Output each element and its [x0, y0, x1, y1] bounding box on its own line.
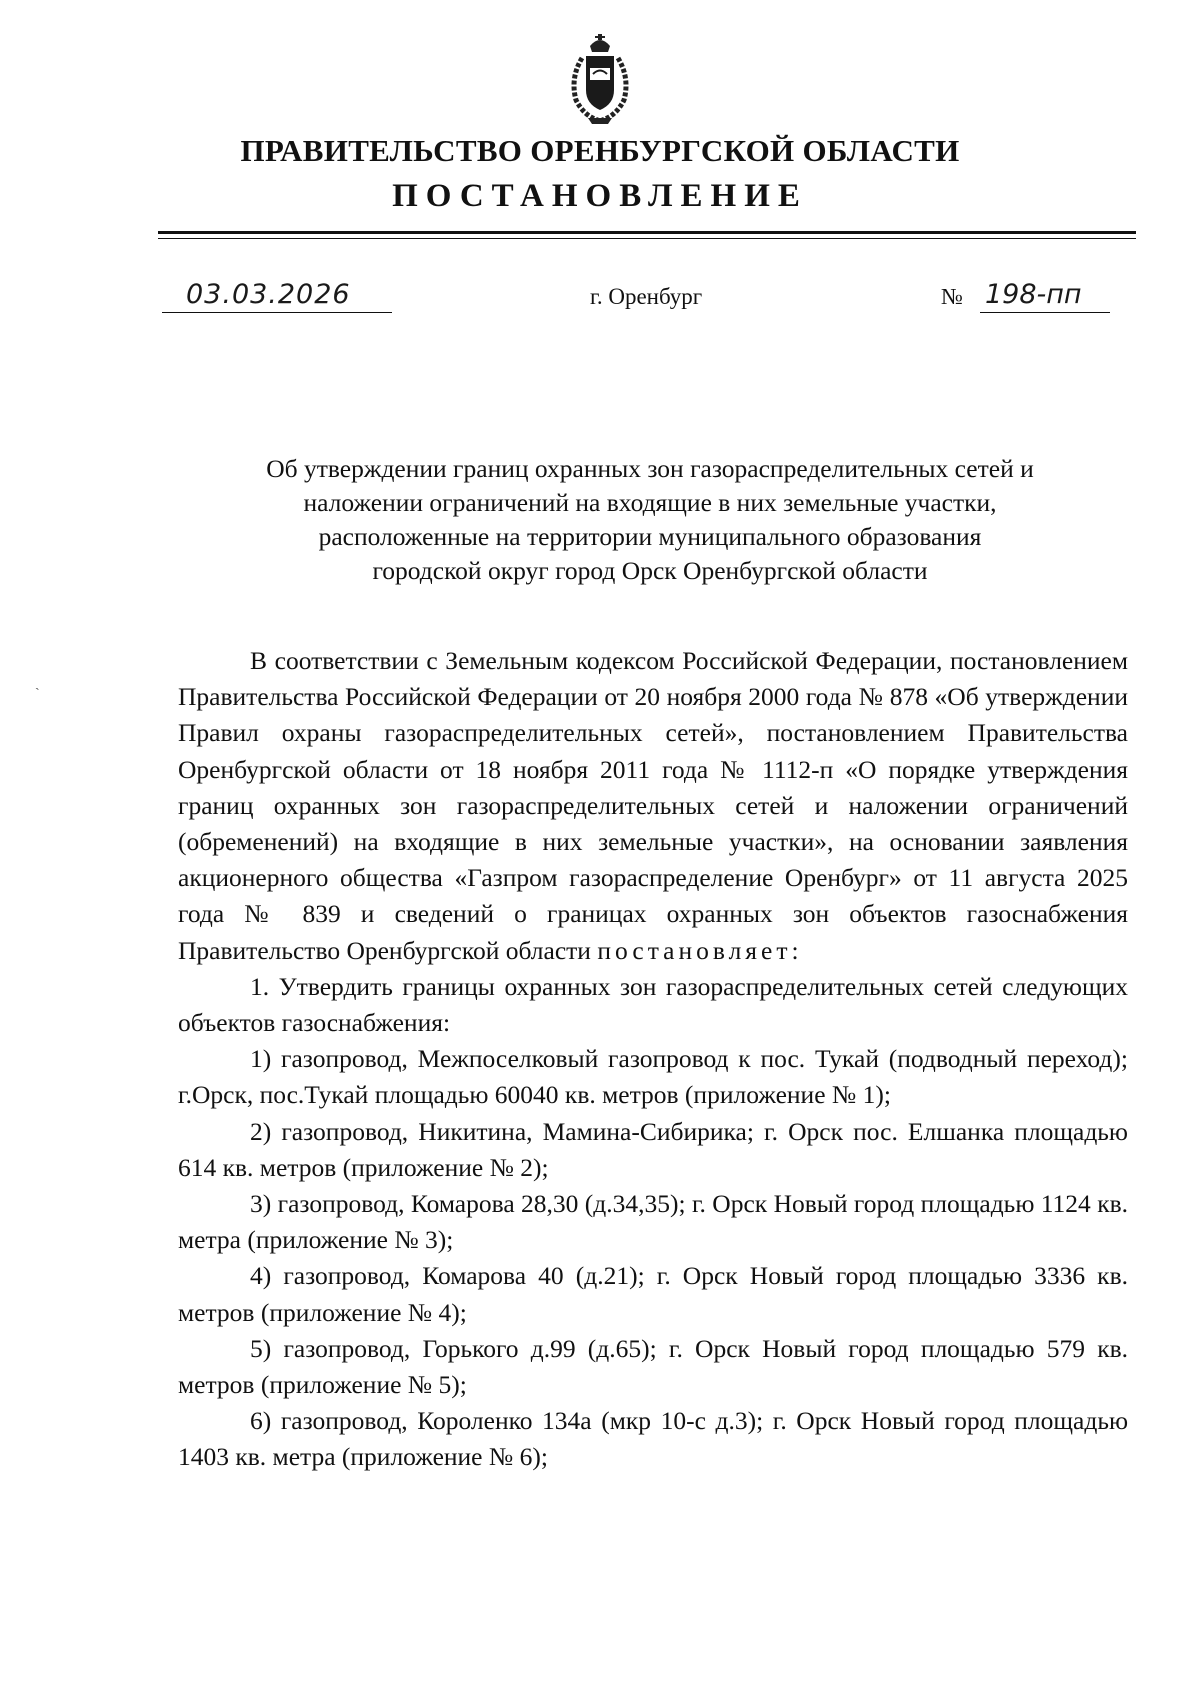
- document-city: г. Оренбург: [590, 284, 703, 309]
- number-label: №: [941, 284, 963, 309]
- list-item: 3) газопровод, Комарова 28,30 (д.34,35); г. Орск Новый город площадью 1124 кв. метра (приложение № 3);: [178, 1189, 1128, 1255]
- subject-line: Об утверждении границ охранных зон газораспределительных сетей и: [266, 454, 1034, 483]
- document-body: [178, 643, 1128, 1476]
- list-item: 2) газопровод, Никитина, Мамина-Сибирика; г. Орск пос. Елшанка площадью 614 кв. метров (приложение № 2);: [178, 1116, 1128, 1182]
- header-divider-thin: [158, 238, 1136, 239]
- subject-line: городской округ город Орск Оренбургской области: [372, 556, 928, 585]
- list-item: 4) газопровод, Комарова 40 (д.21); г. Орск Новый город площадью 3336 кв. метров (приложение № 4);: [178, 1261, 1128, 1327]
- preamble-paragraph: [178, 643, 1128, 969]
- coat-of-arms-icon: [562, 34, 638, 126]
- document-date: 03.03.2026: [186, 279, 351, 310]
- date-underline: [162, 312, 392, 313]
- list-item: 6) газопровод, Короленко 134а (мкр 10-с д.3); г. Орск Новый город площадью 1403 кв. метра (приложение № 6);: [178, 1406, 1128, 1472]
- number-underline: [980, 312, 1110, 313]
- list-item: 1) газопровод, Межпоселковый газопровод к пос. Тукай (подводный переход); г.Орск, пос.Тукай площадью 60040 кв. метров (приложение № 1);: [178, 1044, 1128, 1110]
- document-type-title: ПОСТАНОВЛЕНИЕ: [392, 178, 808, 214]
- organization-title: ПРАВИТЕЛЬСТВО ОРЕНБУРГСКОЙ ОБЛАСТИ: [240, 133, 960, 168]
- list-item: 5) газопровод, Горького д.99 (д.65); г. Орск Новый город площадью 579 кв. метров (приложение № 5);: [178, 1333, 1128, 1400]
- clause-1: 1. Утвердить границы охранных зон газораспределительных сетей следующих объектов газоснабжения:: [178, 971, 1128, 1038]
- subject-line: наложении ограничений на входящие в них земельные участки,: [303, 488, 997, 517]
- subject-line: расположенные на территории муниципального образования: [318, 522, 982, 551]
- decree-word: постановляет:: [597, 935, 803, 965]
- document-number: 198-пп: [985, 279, 1082, 310]
- document-subject: [160, 452, 1140, 588]
- margin-mark: ˏ: [35, 676, 40, 691]
- preamble-text: В соответствии с Земельным кодексом Российской Федерации, постановлением Правительства Российской Федерации от 20 ноября 2000 года № 878 «Об утверждении Правил охраны газораспределительных сетей», постановлением Правительства Оренбургской области от 18 ноября 2011 года № 1112-п «О порядке утверждения границ охранных зон газораспределительных сетей и наложении ограничений (обременений) на входящие в них земельные участки», на основании заявления акционерного общества «Газпром газораспределение Оренбург» от 11 августа 2025 года № 839 и сведений о границах охранных зон объектов газоснабжения Правительство Оренбургской области: [178, 646, 1128, 965]
- header-divider-thick: [158, 231, 1136, 234]
